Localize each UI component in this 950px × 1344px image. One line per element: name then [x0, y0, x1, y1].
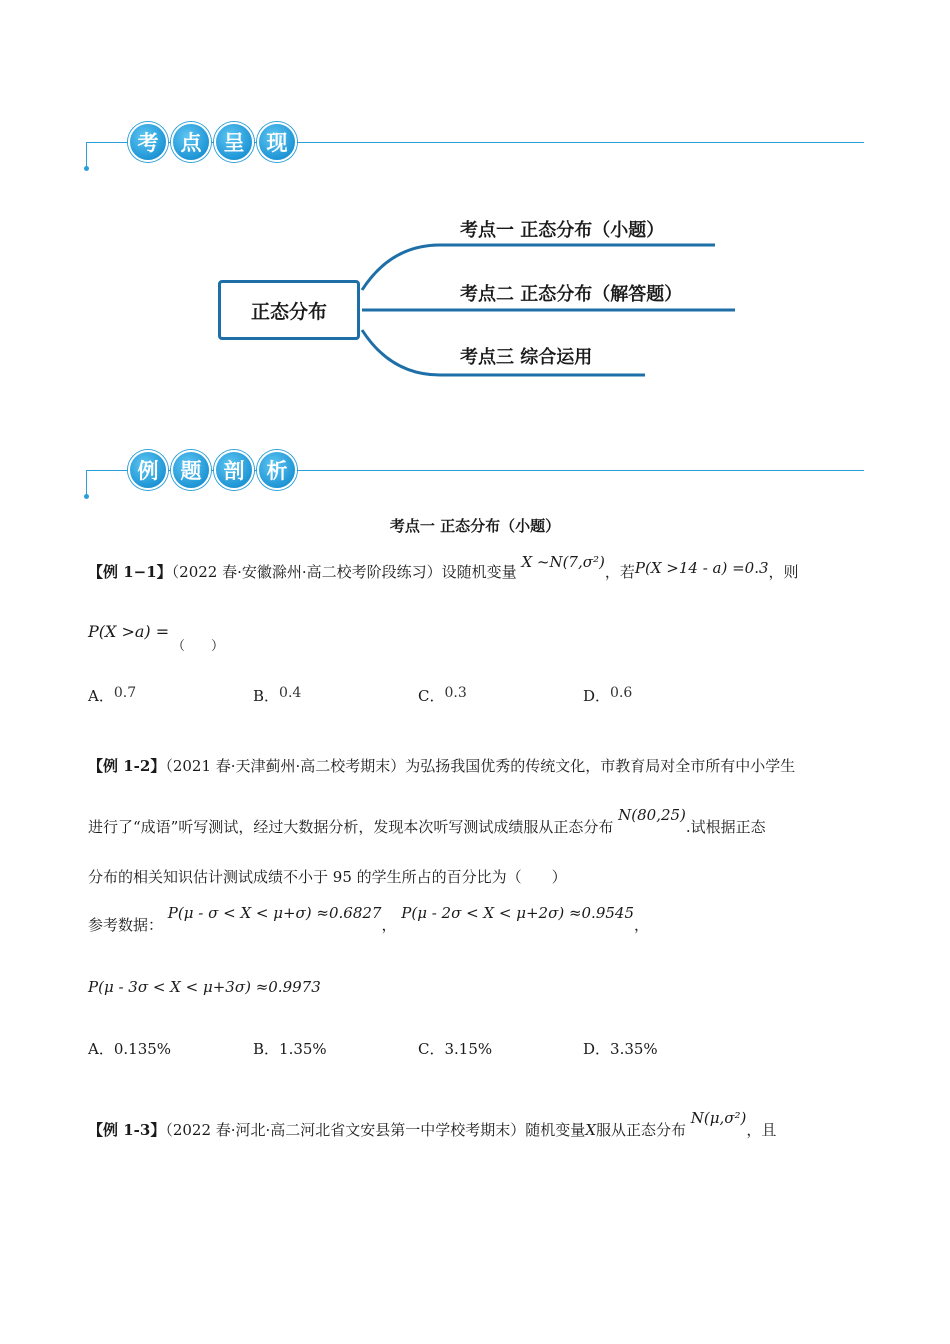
- reference-formula-3: P(μ - 3σ < X < μ+3σ) ≈0.9973: [88, 978, 321, 996]
- example-1-2-line3: 分布的相关知识估计测试成绩不小于 95 的学生所占的百分比为（ ）: [88, 868, 567, 886]
- option-a: [88, 1038, 171, 1059]
- mindmap-branch-1: 考点一 正态分布（小题）: [460, 220, 665, 241]
- banner-title: [128, 450, 297, 490]
- option-a: [88, 685, 136, 706]
- option-letter: A．: [88, 1040, 114, 1058]
- mindmap-branch-2: 考点二 正态分布（解答题）: [460, 284, 683, 305]
- option-value: 3.35%: [610, 1040, 658, 1058]
- banner-char: 现: [257, 122, 297, 162]
- option-letter: D．: [583, 687, 611, 705]
- option-value: 0.7: [113, 685, 137, 701]
- condition-formula: P(X >14 - a) =0.3: [634, 559, 769, 577]
- example-text: （2021 春·天津蓟州·高二校考期末）为弘扬我国优秀的传统文化，市教育局对全市所有中小学生: [165, 757, 796, 775]
- example-text: 进行了“成语”听写测试，经过大数据分析，发现本次听写测试成绩服从正态分布: [88, 818, 614, 836]
- example-1-2-reference: [88, 904, 650, 935]
- text-fragment: ，若: [604, 563, 635, 581]
- topic-title: 考点一 正态分布（小题）: [389, 517, 561, 535]
- option-letter: B．: [253, 687, 280, 705]
- banner-char: 剖: [214, 450, 254, 490]
- banner-char: 析: [257, 450, 297, 490]
- reference-formula-1: P(μ - σ < X < μ+σ) ≈0.6827: [167, 904, 382, 922]
- banner-char: 呈: [214, 122, 254, 162]
- variable: X: [585, 1121, 596, 1139]
- text-fragment: ，则: [768, 563, 799, 581]
- option-value: 3.15%: [444, 1040, 493, 1058]
- option-d: [583, 685, 632, 706]
- separator: ，: [634, 916, 650, 934]
- option-b: [253, 1038, 327, 1059]
- option-letter: A．: [88, 687, 114, 705]
- banner-char: 点: [171, 122, 211, 162]
- example-1-2-reference-3: [88, 977, 321, 997]
- example-1-2-line1: [88, 756, 795, 776]
- example-text: ，且: [746, 1121, 777, 1139]
- option-letter: B．: [253, 1040, 280, 1058]
- option-value: 0.3: [444, 685, 467, 701]
- option-value: 0.135%: [113, 1040, 172, 1058]
- example-1-2-line2: [88, 806, 766, 837]
- option-value: 0.6: [610, 685, 633, 701]
- banner-char: 考: [128, 122, 168, 162]
- option-c: [418, 1038, 492, 1059]
- reference-label: 参考数据：: [88, 916, 164, 934]
- option-letter: C．: [418, 687, 445, 705]
- distribution-formula: X ~N(7,σ²): [521, 553, 605, 571]
- banner-vertical-line: [86, 470, 87, 496]
- mindmap-center: 正态分布: [218, 280, 360, 340]
- example-tag: 【例 1-3】: [88, 1121, 166, 1139]
- distribution-formula: N(μ,σ²): [690, 1109, 747, 1127]
- example-1-1-line2: [88, 622, 169, 642]
- answer-paren: （ ）: [172, 639, 225, 654]
- mindmap-branch-3: 考点三 综合运用: [460, 347, 593, 368]
- option-letter: D．: [583, 1040, 611, 1058]
- banner-char: 题: [171, 450, 211, 490]
- option-value: 0.4: [279, 685, 302, 701]
- option-d: [583, 1038, 658, 1059]
- section-banner-examples: [86, 456, 864, 506]
- option-value: 1.35%: [279, 1040, 327, 1058]
- example-text: .试根据正态: [685, 818, 766, 836]
- example-text: 服从正态分布: [596, 1121, 687, 1139]
- reference-formula-2: P(μ - 2σ < X < μ+2σ) ≈0.9545: [401, 904, 634, 922]
- option-letter: C．: [418, 1040, 445, 1058]
- banner-char: 例: [128, 450, 168, 490]
- example-1-1-line1: [88, 553, 799, 582]
- question-formula: P(X >a) =: [88, 622, 170, 641]
- option-c: [418, 685, 467, 706]
- option-b: [253, 685, 301, 706]
- example-1-3-line1: [88, 1109, 777, 1140]
- banner-dot: [84, 494, 89, 499]
- example-tag: 【例 1−1】: [88, 563, 172, 581]
- example-tag: 【例 1-2】: [88, 757, 166, 775]
- separator: ，: [381, 916, 397, 934]
- example-text: （2022 春·河北·高二河北省文安县第一中学校考期末）随机变量: [165, 1121, 586, 1139]
- example-source: （2022 春·安徽滁州·高二校考阶段练习）设随机变量: [171, 563, 517, 581]
- distribution-formula: N(80,25): [618, 806, 686, 824]
